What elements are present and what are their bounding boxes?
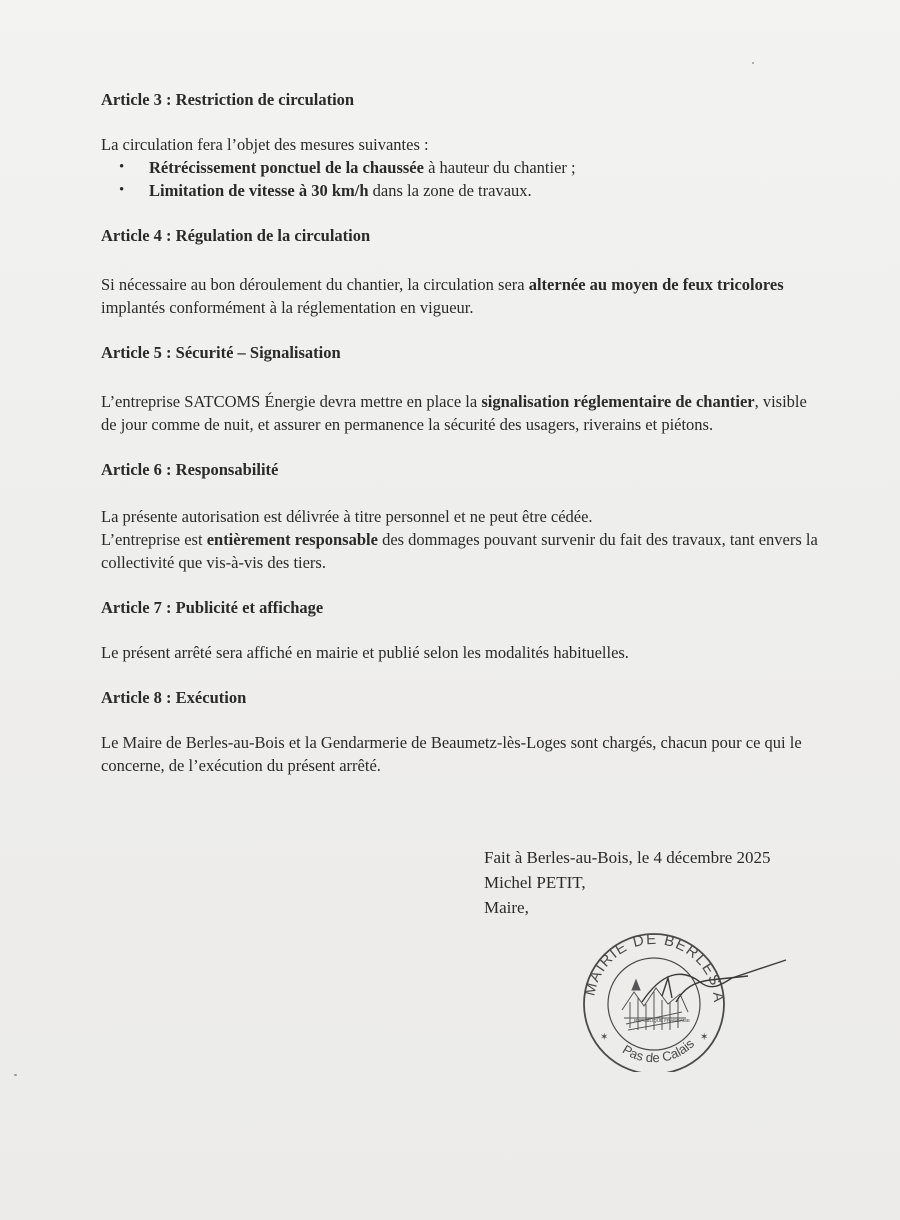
signature-place-date: Fait à Berles-au-Bois, le 4 décembre 2025 [484,848,771,867]
paper-speck [752,62,754,64]
svg-text:✶: ✶ [700,1032,709,1043]
stamp-ring-text: MAIRIE DE BERLES A [581,932,728,1005]
article-8-heading: Article 8 : Exécution [101,688,247,707]
stamp-bottom-text: Pas de Calais [619,1035,697,1066]
article-4-paragraph: Si nécessaire au bon déroulement du chantier, la circulation sera alternée au moyen de feux tricolores implantés conformément à la réglementation en vigueur. [101,275,784,317]
article-3-bullet-list [101,156,821,202]
document-body [101,88,821,777]
signatory-name: Michel PETIT, [484,873,586,892]
stamp-inner-text: RÉPUBLIQUE FRANÇAISE [634,1018,691,1023]
article-7-heading: Article 7 : Publicité et affichage [101,598,324,617]
mairie-stamp [572,932,802,1072]
article-8-paragraph: Le Maire de Berles-au-Bois et la Gendarmerie de Beaumetz-lès-Loges sont chargés, chacun pour ce qui le concerne, de l’exécution du présent arrêté. [101,733,802,775]
article-6-paragraph-2: L’entreprise est entièrement responsable des dommages pouvant survenir du fait des travaux, tant envers la collectivité que vis-à-vis des tiers. [101,530,818,572]
svg-text:✶: ✶ [600,1032,609,1043]
svg-text:MAIRIE DE BERLES AU BOIS [572,932,727,1004]
article-5-paragraph: L’entreprise SATCOMS Énergie devra mettre en place la signalisation réglementaire de chantier, visible de jour comme de nuit, et assurer en permanence la sécurité des usagers, riverains et piétons. [101,392,807,434]
list-item: • Limitation de vitesse à 30 km/h dans la zone de travaux. [119,179,821,202]
signature-block [484,845,771,920]
signatory-title: Maire, [484,898,529,917]
article-3-heading: Article 3 : Restriction de circulation [101,90,355,109]
article-6-heading: Article 6 : Responsabilité [101,460,279,479]
article-7-paragraph: Le présent arrêté sera affiché en mairie et publié selon les modalités habituelles. [101,643,629,662]
stamp-seal-icon [572,932,802,1072]
article-4-heading: Article 4 : Régulation de la circulation [101,226,371,245]
article-3-intro: La circulation fera l’objet des mesures suivantes : [101,135,429,154]
paper-speck [14,1074,17,1076]
list-item: • Rétrécissement ponctuel de la chaussée à hauteur du chantier ; [119,156,821,179]
article-5-heading: Article 5 : Sécurité – Signalisation [101,343,341,362]
svg-text:Pas de Calais [620,1036,697,1066]
article-6-paragraph-1: La présente autorisation est délivrée à titre personnel et ne peut être cédée. [101,507,593,526]
